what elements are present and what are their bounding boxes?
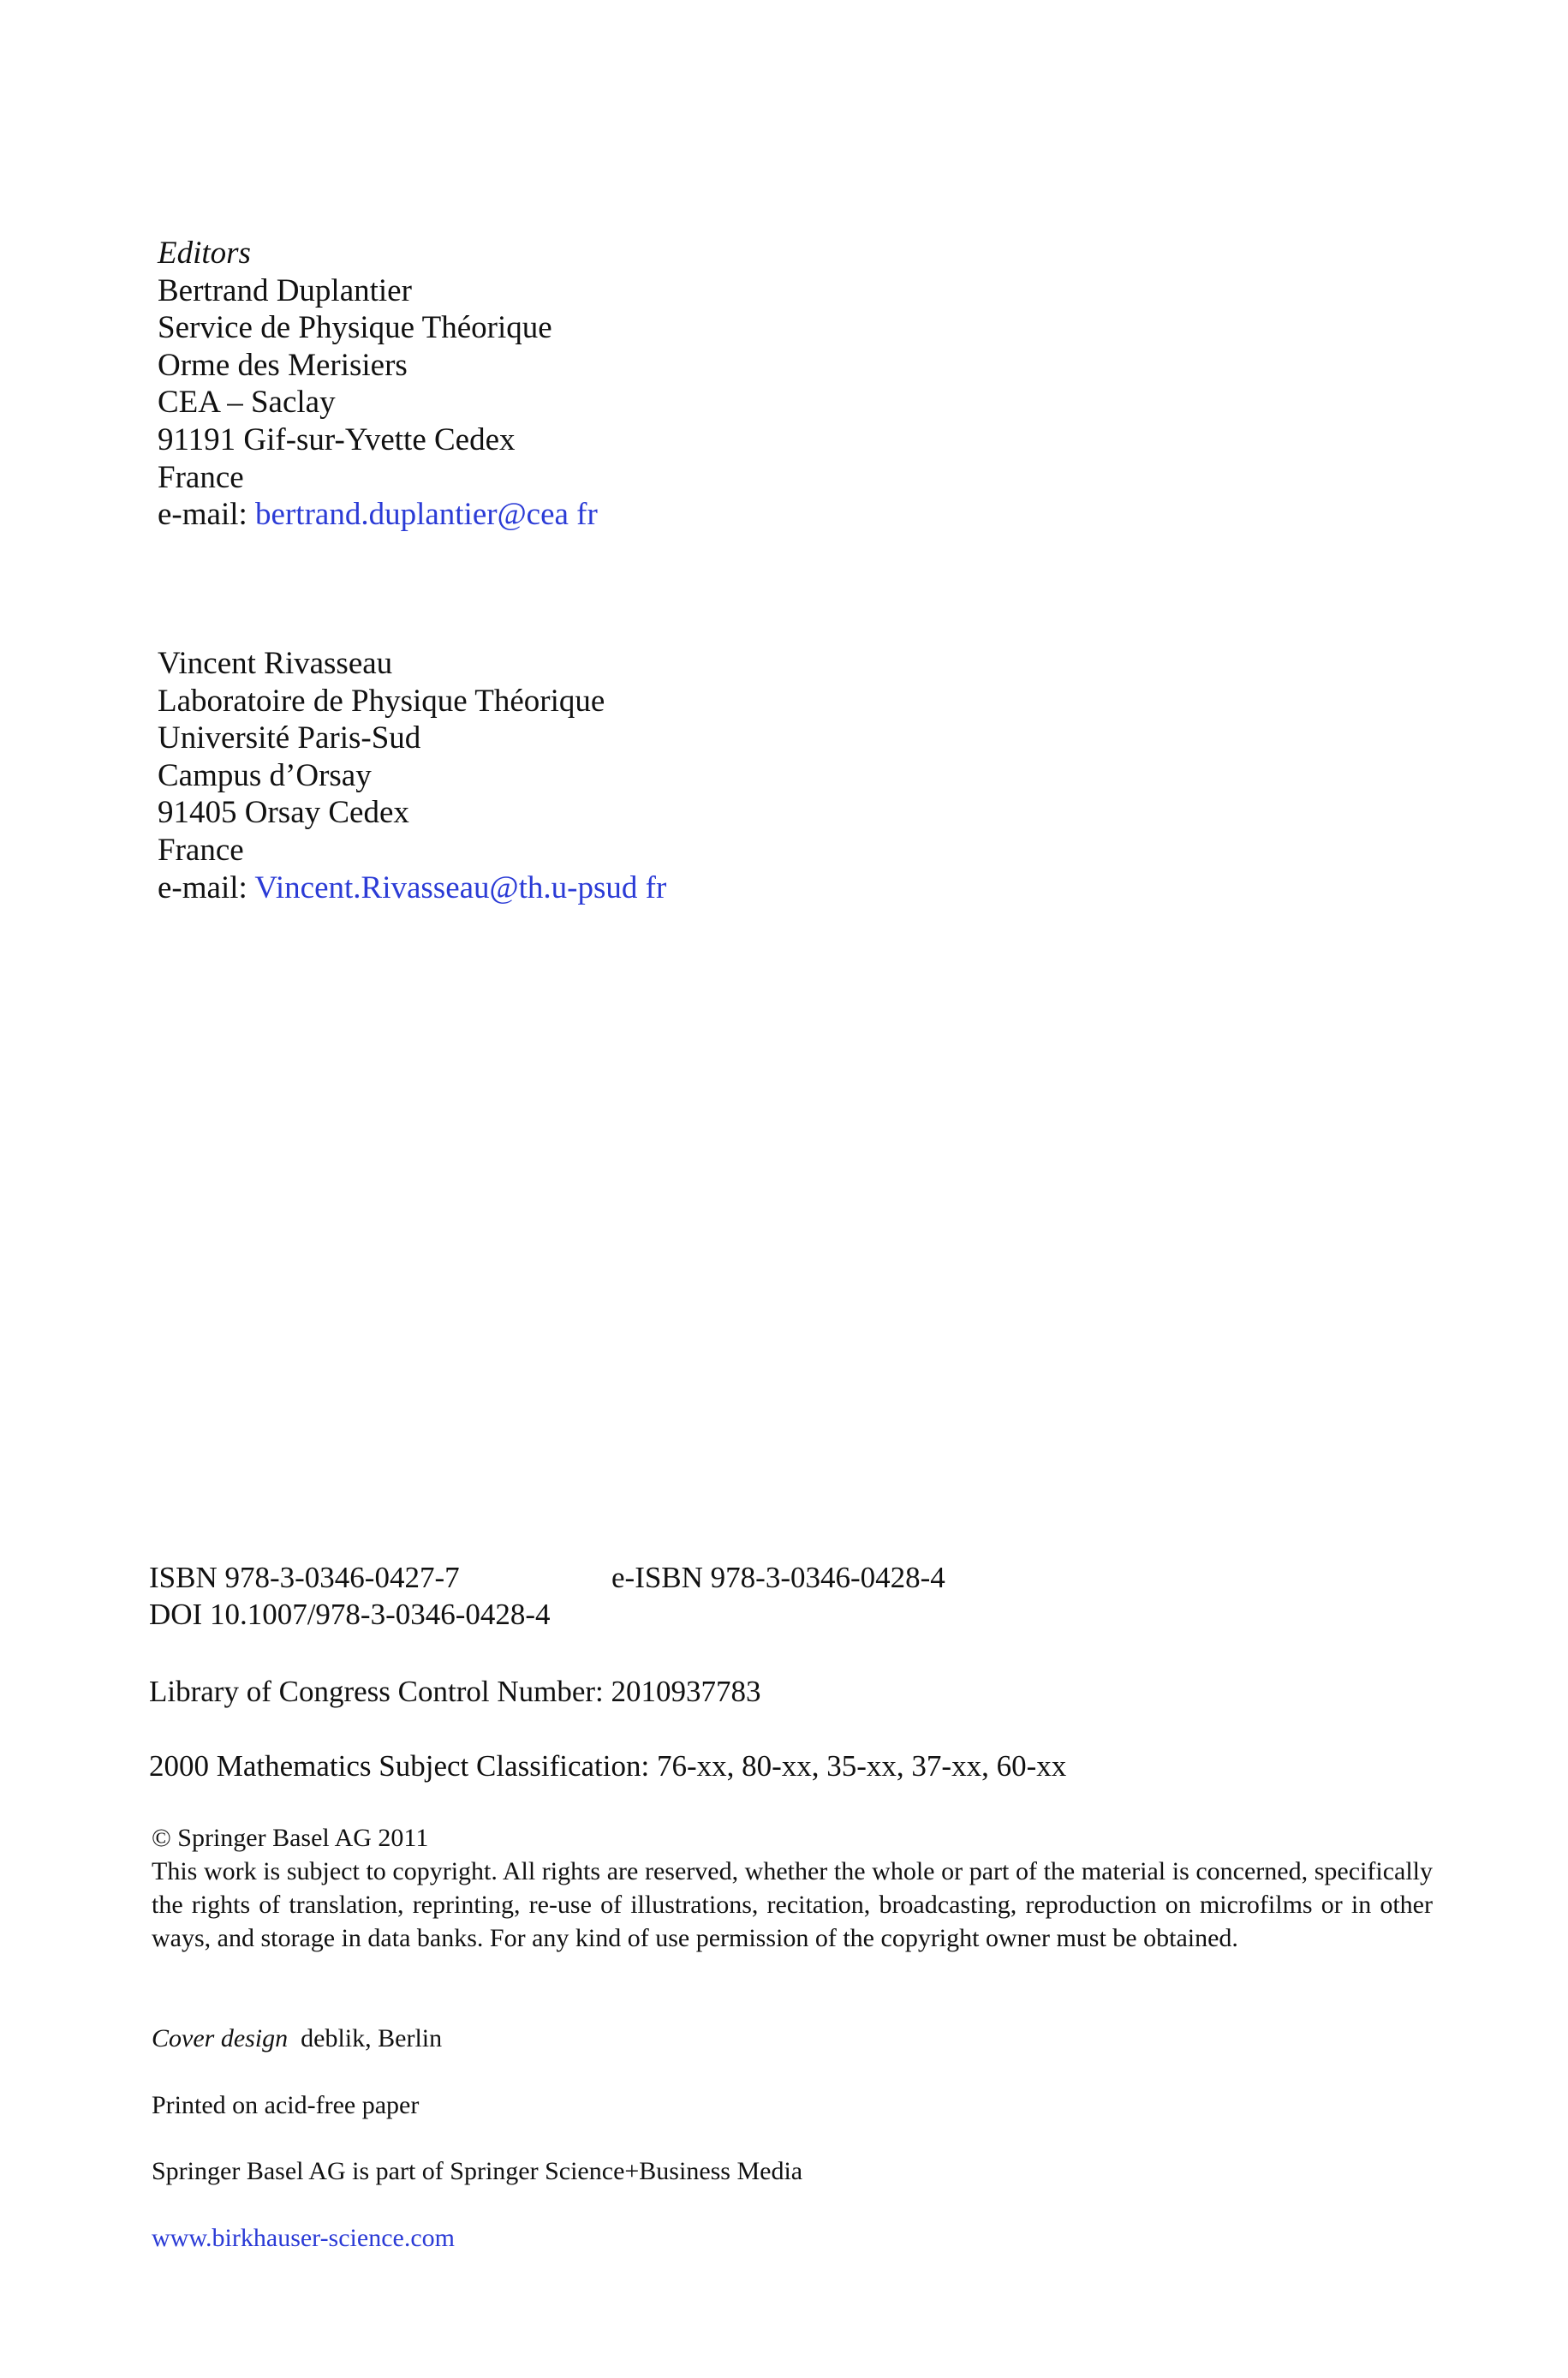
printed-note: Printed on acid-free paper: [152, 2091, 420, 2119]
isbn-row: [149, 1559, 1434, 1596]
editor2-email-line: [158, 869, 666, 907]
isbn-block: [149, 1559, 1434, 1633]
lccn: Library of Congress Control Number: 2010937783: [149, 1675, 761, 1708]
editor2-email-label: e-mail:: [158, 869, 255, 905]
editor1-email-line: [158, 496, 598, 534]
editor2-university: Université Paris-Sud: [158, 720, 421, 756]
editor1-address1: Orme des Merisiers: [158, 347, 408, 383]
editor1-institution: Service de Physique Théorique: [158, 310, 552, 346]
editor2-campus: Campus d’Orsay: [158, 757, 372, 793]
editor2-country: France: [158, 832, 244, 868]
editors-heading: Editors: [158, 236, 251, 271]
copyright-block: [152, 1821, 1433, 1955]
editor1-country: France: [158, 459, 244, 495]
cover-designer: deblik, Berlin: [301, 2024, 443, 2052]
springer-note: Springer Basel AG is part of Springer Science+Business Media: [152, 2157, 803, 2185]
editor1-city: 91191 Gif-sur-Yvette Cedex: [158, 421, 516, 457]
cover-design-label: Cover design: [152, 2024, 289, 2052]
editor2-institution: Laboratoire de Physique Théorique: [158, 683, 605, 719]
cover-design-line: [152, 2022, 442, 2055]
doi: DOI 10.1007/978-3-0346-0428-4: [149, 1598, 551, 1631]
editor2-block: [158, 645, 666, 906]
editor2-name: Vincent Rivasseau: [158, 646, 393, 681]
editor1-name: Bertrand Duplantier: [158, 272, 412, 308]
editor1-email-link[interactable]: bertrand.duplantier@cea fr: [255, 497, 598, 533]
copyright-notice: © Springer Basel AG 2011: [152, 1824, 429, 1852]
copyright-text: This work is subject to copyright. All rights are reserved, whether the whole or part of the material is concerned, specifically the rights of translation, reprinting, re-use of illustrations, recitation, broadcasting, reproduction on microfilms or in other ways, and storage in data banks. For any kind of use permission of the copyright owner must be obtained.: [152, 1857, 1433, 1952]
editor1-address2: CEA – Saclay: [158, 385, 336, 421]
editor1-email-label: e-mail:: [158, 497, 256, 533]
editor1-block: [158, 235, 598, 534]
website-link[interactable]: www.birkhauser-science.com: [152, 2224, 455, 2252]
editor2-city: 91405 Orsay Cedex: [158, 795, 409, 831]
isbn: ISBN 978-3-0346-0427-7: [149, 1561, 460, 1594]
msc-classification: 2000 Mathematics Subject Classification: 76-xx, 80-xx, 35-xx, 37-xx, 60-xx: [149, 1749, 1067, 1783]
eisbn: e-ISBN 978-3-0346-0428-4: [611, 1561, 945, 1594]
editor2-email-link[interactable]: Vincent.Rivasseau@th.u-psud fr: [254, 869, 667, 905]
